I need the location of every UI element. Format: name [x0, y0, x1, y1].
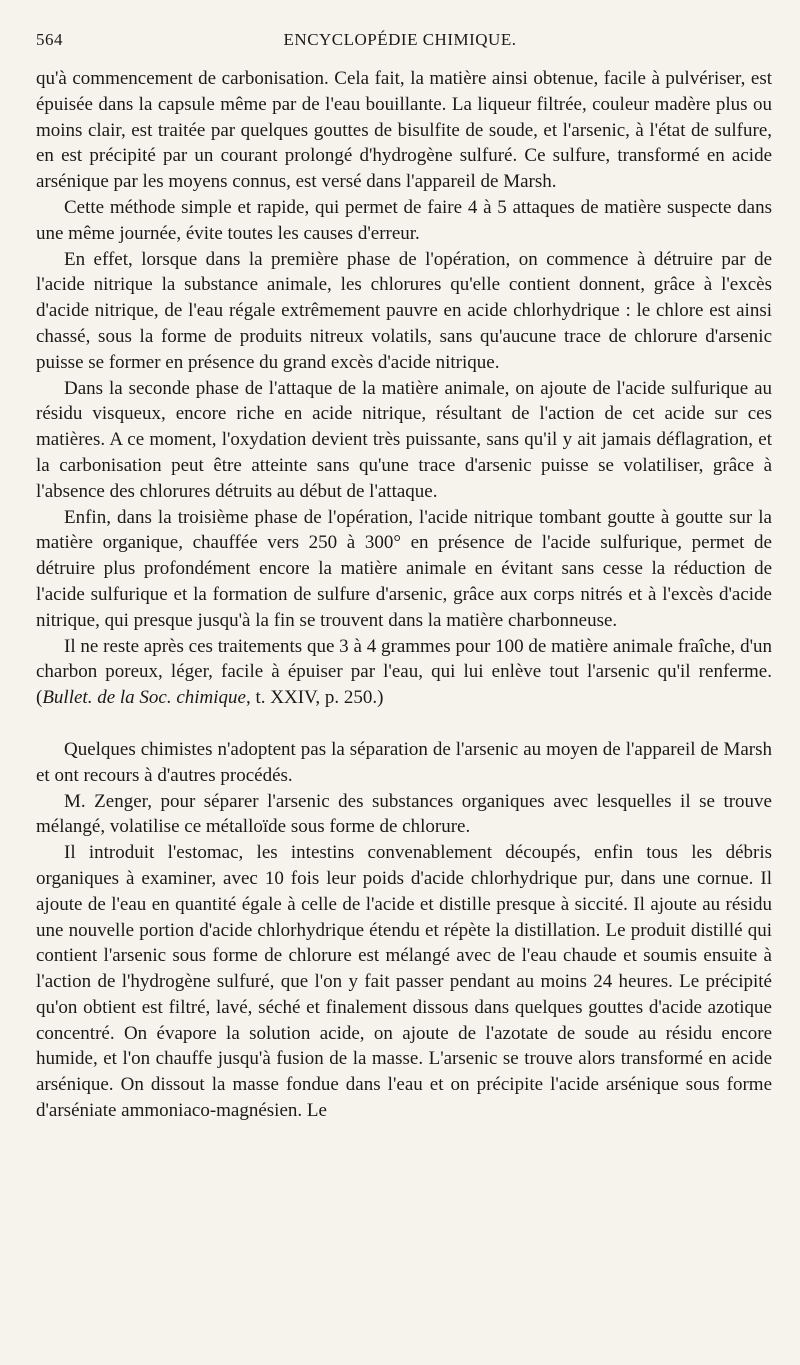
- page-header: [36, 30, 764, 56]
- citation-title: Bullet. de la Soc. chimique: [42, 687, 246, 709]
- paragraph-with-citation: [36, 634, 772, 711]
- paragraph: En effet, lorsque dans la première phase de l'opération, on commence à détruire par de l'acide nitrique la substance animale, les chlorures qu'elle contient donnent, grâce à l'excès d'acide nitrique, de l'eau régale extrêmement pauvre en acide chlorhydrique : le chlore est ainsi chassé, sous la forme de produits nitreux volatils, sans qu'aucune trace de chlorure d'arsenic puisse se former en présence du grand excès d'acide nitrique.: [36, 248, 772, 373]
- paragraph: Cette méthode simple et rapide, qui permet de faire 4 à 5 attaques de matière suspecte dans une même journée, évite toutes les causes d'erreur.: [36, 196, 772, 244]
- paragraph: qu'à commencement de carbonisation. Cela fait, la matière ainsi obtenue, facile à pulvériser, est épuisée dans la capsule même par de l'eau bouillante. La liqueur filtrée, couleur madère plus ou moins clair, est traitée par quelques gouttes de bisulfite de soude, et l'arsenic, à l'état de sulfure, en est précipité par un courant prolongé d'hydrogène sulfuré. Ce sulfure, transformé en acide arsénique par les moyens connus, est versé dans l'appareil de Marsh.: [36, 68, 772, 193]
- paragraph: Enfin, dans la troisième phase de l'opération, l'acide nitrique tombant goutte à goutte sur la matière organique, chauffée vers 250 à 300° en présence de l'acide sulfurique, permet de détruire plus profondément encore la matière animale en évitant sans cesse la réduction de l'acide sulfurique et la formation de sulfure d'arsenic, grâce aux corps nitrés et à l'excès d'acide nitrique, qui presque jusqu'à la fin se trouvent dans la matière charbonneuse.: [36, 506, 772, 631]
- running-title: ENCYCLOPÉDIE CHIMIQUE.: [283, 30, 517, 49]
- citation-reference: , t. XXIV, p. 250.): [246, 687, 384, 709]
- paragraph-text: Il ne reste après ces traitements que 3 à 4 grammes pour 100 de matière animale fraîche, d'un charbon poreux, léger, facile à épuiser par l'eau, qui lui enlève tout l'arsenic qu'il renferme. (: [36, 635, 772, 709]
- paragraph: Quelques chimistes n'adoptent pas la séparation de l'arsenic au moyen de l'appareil de Marsh et ont recours à d'autres procédés.: [36, 738, 772, 786]
- paragraph: Dans la seconde phase de l'attaque de la matière animale, on ajoute de l'acide sulfurique au résidu visqueux, encore riche en acide nitrique, résultant de l'action de cet acide sur ces matières. A ce moment, l'oxydation devient très puissante, sans qu'il y ait jamais déflagration, et la carbonisation peut être atteinte sans qu'une trace d'arsenic puisse se volatiliser, grâce à l'absence des chlorures détruits au début de l'attaque.: [36, 377, 772, 502]
- paragraph: M. Zenger, pour séparer l'arsenic des substances organiques avec lesquelles il se trouve mélangé, volatilise ce métalloïde sous forme de chlorure.: [36, 790, 772, 838]
- body-text: [36, 66, 772, 1124]
- page-number: 564: [36, 30, 63, 49]
- paragraph: Il introduit l'estomac, les intestins convenablement découpés, enfin tous les débris organiques à examiner, avec 10 fois leur poids d'acide chlorhydrique pur, dans une cornue. Il ajoute de l'eau en quantité égale à celle de l'acide et distille presque à siccité. Il ajoute au résidu une nouvelle portion d'acide chlorhydrique étendu et répète la distillation. Le produit distillé qui contient l'arsenic sous forme de chlorure est mélangé avec de l'eau chaude et soumis ensuite à l'action de l'hydrogène sulfuré, que l'on y fait passer pendant au moins 24 heures. Le précipité qu'on obtient est filtré, lavé, séché et finalement dissous dans quelques gouttes d'acide azotique concentré. On évapore la solution acide, on ajoute de l'azotate de soude au résidu encore humide, et l'on chauffe jusqu'à fusion de la masse. L'arsenic se trouve alors transformé en acide arsénique. On dissout la masse fondue dans l'eau et on précipite l'acide arsénique sous forme d'arséniate ammoniaco-magnésien. Le: [36, 842, 772, 1122]
